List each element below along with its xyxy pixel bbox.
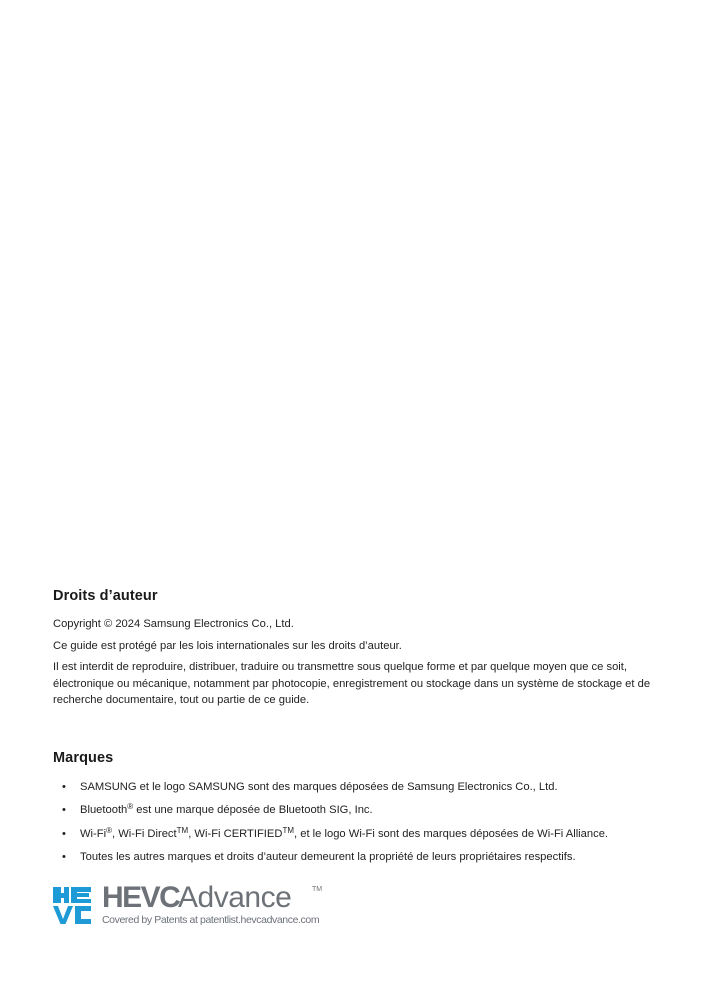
list-item: • Bluetooth® est une marque déposée de Bluetooth SIG, Inc.	[53, 802, 673, 819]
copyright-line: Copyright © 2024 Samsung Electronics Co., Ltd.	[53, 618, 294, 630]
hevc-logo-graphic	[53, 879, 333, 929]
bullet-icon: •	[62, 827, 66, 840]
trademarks-section	[53, 750, 673, 872]
trademarks-list	[53, 779, 673, 865]
hevc-advance-logo	[53, 879, 333, 929]
hevc-patent-caption: Covered by Patents at patentlist.hevcadvance.com	[102, 914, 320, 926]
hevc-emblem-icon	[53, 887, 91, 924]
list-item: • Wi-Fi®, Wi-Fi Direct™, Wi-Fi CERTIFIED™, et le logo Wi-Fi sont des marques déposées de Wi-Fi Alliance.	[53, 826, 673, 843]
list-item: • SAMSUNG et le logo SAMSUNG sont des marques déposées de Samsung Electronics Co., Ltd.	[53, 779, 673, 796]
bullet-icon: •	[62, 781, 66, 793]
trademark-symbol: TM	[312, 886, 323, 893]
copyright-heading: Droits d’auteur	[53, 588, 158, 604]
copyright-section	[53, 588, 653, 714]
trademarks-heading: Marques	[53, 750, 114, 766]
advance-wordmark: Advance	[178, 881, 292, 914]
bullet-icon: •	[62, 804, 66, 817]
hevc-wordmark: HEVC	[102, 881, 180, 914]
copyright-protection-text: Ce guide est protégé par les lois internationales sur les droits d’auteur.	[53, 639, 402, 652]
copyright-restriction-text: Il est interdit de reproduire, distribuer, traduire ou transmettre sous quelque forme et par quelque moyen que ce soit, électronique ou mécanique, notamment par photocopie, enregistrement ou stockage dans un système de stockage et de recherche documentaire, tout ou partie de ce guide.	[53, 661, 651, 706]
bullet-icon: •	[62, 850, 66, 863]
list-item: • Toutes les autres marques et droits d’auteur demeurent la propriété de leurs propriétaires respectifs.	[53, 849, 673, 866]
